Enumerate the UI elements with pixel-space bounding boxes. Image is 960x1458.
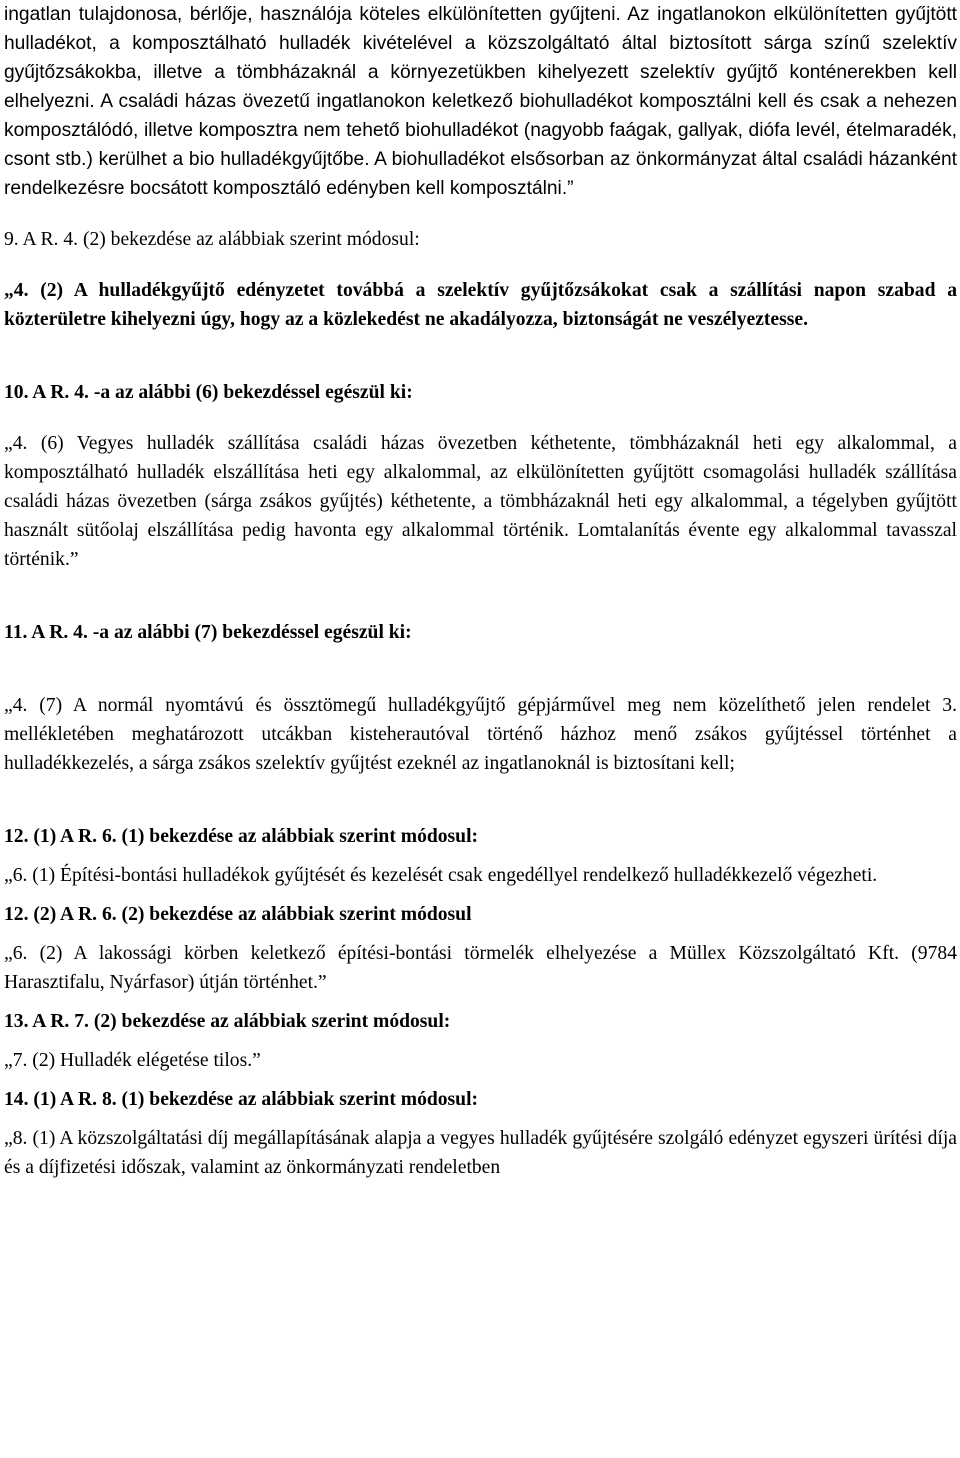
paragraph-heading-14-1: 14. (1) A R. 8. (1) bekezdése az alábbiak szerint módosul:: [4, 1089, 479, 1110]
paragraph-7-2: „7. (2) Hulladék elégetése tilos.”: [4, 1050, 261, 1071]
paragraph-6-1: „6. (1) Építési-bontási hulladékok gyűjtését és kezelését csak engedéllyel rendelkező hulladékkezelő végezheti.: [4, 865, 878, 886]
paragraph-heading-12-2: 12. (2) A R. 6. (2) bekezdése az alábbiak szerint módosul: [4, 904, 472, 925]
paragraph-heading-11: 11. A R. 4. -a az alábbi (7) bekezdéssel egészül ki:: [4, 622, 412, 643]
paragraph-8-1: „8. (1) A közszolgáltatási díj megállapításának alapja a vegyes hulladék gyűjtésére szolgáló edényzet egyszeri ürítési díja és a díjfizetési időszak, valamint az önkormányzati rendeletben: [4, 1128, 957, 1178]
paragraph-4-7: „4. (7) A normál nyomtávú és össztömegű hulladékgyűjtő gépjárművel meg nem közelíthető jelen rendelet 3. mellékletében meghatározott utcákban kisteherautóval történő házhoz menő zsákos gyűjtéssel történhet a hulladékkezelés, a sárga zsákos szelektív gyűjtést ezeknél az ingatlanoknál is biztosítani kell;: [4, 695, 957, 774]
paragraph-intro: ingatlan tulajdonosa, bérlője, használója köteles elkülönítetten gyűjteni. Az ingatlanokon elkülönítetten gyűjtött hulladékot, a komposztálható hulladék kivételével a közszolgáltató által biztosított sárga színű szelektív gyűjtőzsákokba, illetve a tömbházaknál a környezetükben kihelyezett szelektív gyűjtő konténerekben kell elhelyezni. A családi házas övezetű ingatlanokon keletkező biohulladékot komposztálni kell és csak a nehezen komposztálódó, illetve komposztra nem tehető biohulladékot (nagyobb faágak, gallyak, diófa levél, ételmaradék, csont stb.) kerülhet a bio hulladékgyűjtőbe. A biohulladékot elsősorban az önkormányzat által családi házanként rendelkezésre bocsátott komposztáló edényben kell komposztálni.”: [4, 4, 957, 199]
paragraph-4-6: „4. (6) Vegyes hulladék szállítása családi házas övezetben kéthetente, tömbházaknál heti egy alkalommal, a komposztálható hulladék elszállítása heti egy alkalommal, az elkülönítetten gyűjtött csomagolási hulladék szállítása családi házas övezetben (sárga zsákos gyűjtés) kéthetente, a tömbházaknál heti egy alkalommal, a tégelyben gyűjtött használt sütőolaj elszállítása pedig havonta egy alkalommal történik. Lomtalanítás évente egy alkalommal tavasszal történik.”: [4, 433, 957, 570]
document-page: [4, 0, 957, 1182]
paragraph-heading-13: 13. A R. 7. (2) bekezdése az alábbiak szerint módosul:: [4, 1011, 451, 1032]
paragraph-4-2: „4. (2) A hulladékgyűjtő edényzetet továbbá a szelektív gyűjtőzsákokat csak a szállítási napon szabad a közterületre kihelyezni úgy, hogy az a közlekedést ne akadályozza, biztonságát ne veszélyeztesse.: [4, 280, 957, 330]
paragraph-heading-9: 9. A R. 4. (2) bekezdése az alábbiak szerint módosul:: [4, 229, 420, 250]
paragraph-heading-10: 10. A R. 4. -a az alábbi (6) bekezdéssel egészül ki:: [4, 382, 413, 403]
paragraph-6-2: „6. (2) A lakossági körben keletkező építési-bontási törmelék elhelyezése a Müllex Közszolgáltató Kft. (9784 Harasztifalu, Nyárfasor) útján történhet.”: [4, 943, 957, 993]
paragraph-heading-12-1: 12. (1) A R. 6. (1) bekezdése az alábbiak szerint módosul:: [4, 826, 479, 847]
